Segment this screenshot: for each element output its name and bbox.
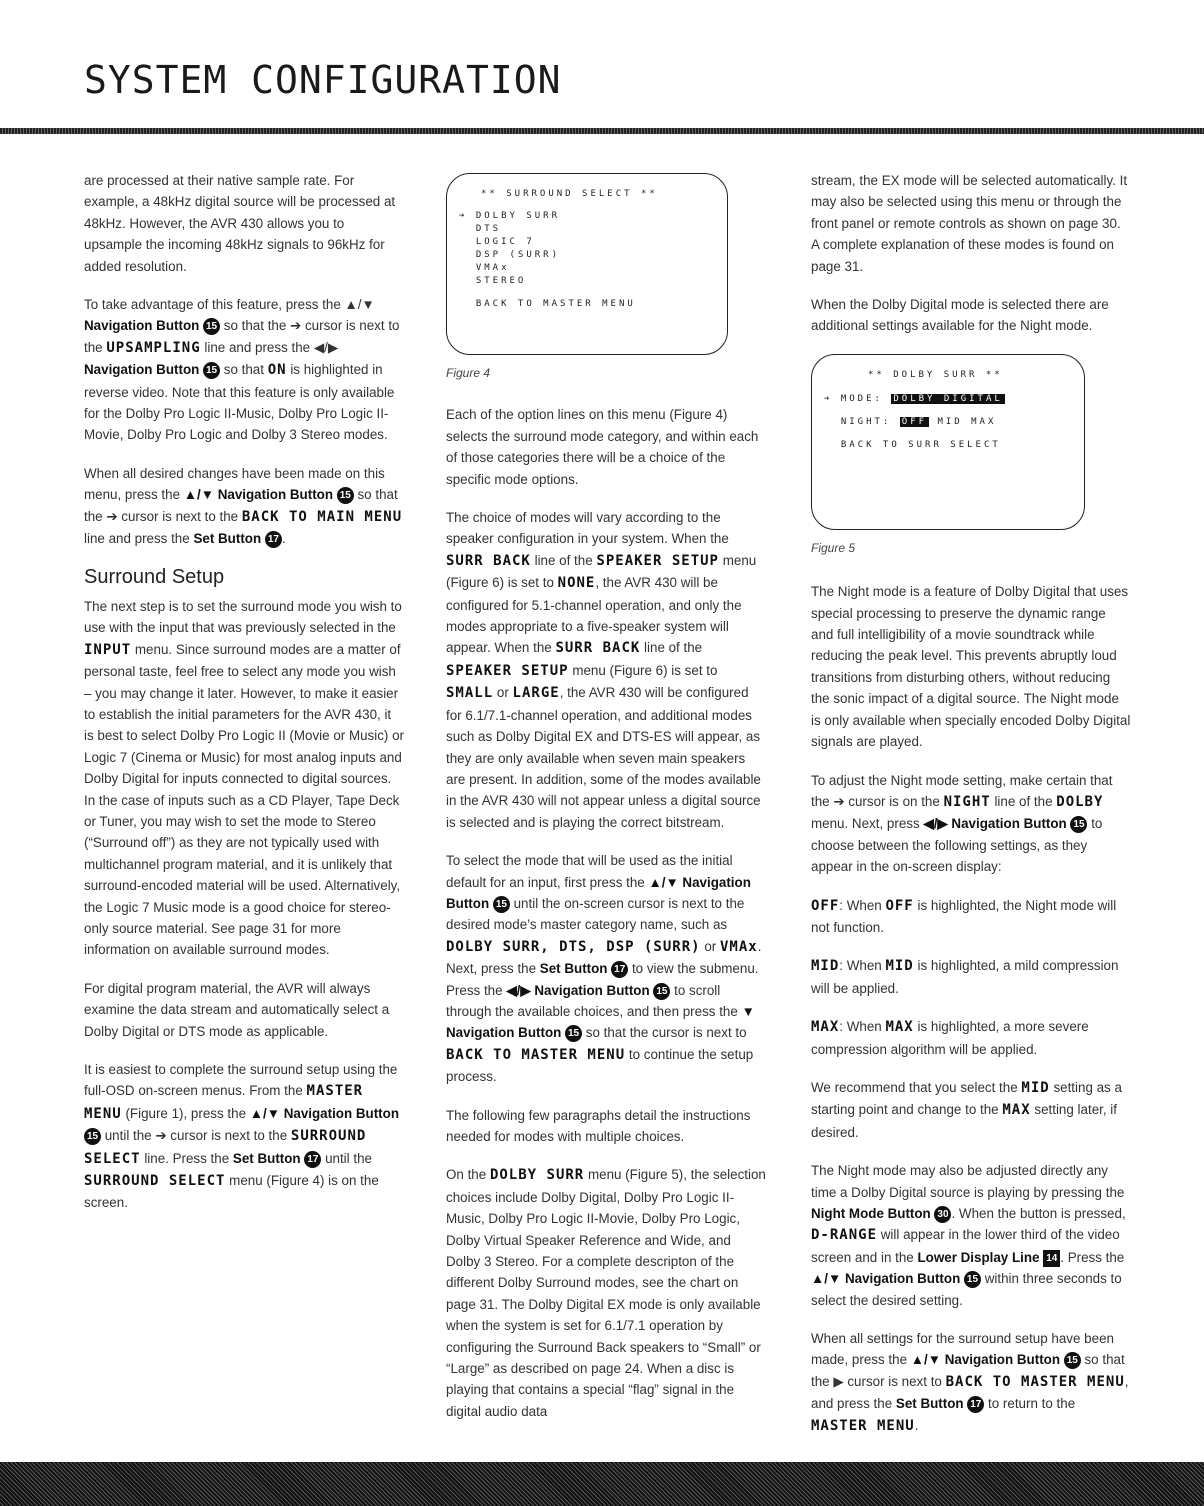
paragraph xyxy=(84,463,404,550)
callout-17: 17 xyxy=(611,961,628,978)
osd-keyword: D-RANGE xyxy=(811,1227,878,1244)
nav-button-ref: ▲/▼ Navigation Button xyxy=(811,1271,961,1287)
page-title: SYSTEM CONFIGURATION xyxy=(84,58,562,102)
paragraph xyxy=(446,507,766,833)
osd-label: MID MAX xyxy=(937,416,997,427)
text: . xyxy=(281,531,286,547)
text: to return to the xyxy=(988,1396,1076,1412)
osd-keyword: DOLBY xyxy=(1056,793,1104,810)
text: : When xyxy=(839,1019,882,1035)
text: line and press the ◀/▶ xyxy=(204,339,339,355)
paragraph: The Night mode is a feature of Dolby Digital that uses special processing to preserve the dynamic range and full intelligibility of a movie soundtrack while reducing the peak level. This prevents abruptly loud transitions from disturbing others, without reducing the sonic impact of a digital source. The Night mode is only available when specially encoded Dolby Digital signals are played. xyxy=(811,584,1131,750)
osd-label: NIGHT: xyxy=(824,416,892,427)
text: The next step is to set the surround mode you wish to use with the input that was previously selected in the xyxy=(84,598,402,636)
osd-keyword: MAX xyxy=(811,1019,840,1036)
callout-30: 30 xyxy=(934,1206,951,1223)
osd-keyword: MID xyxy=(811,958,840,975)
text: setting as a starting point and change to the xyxy=(811,1079,1122,1118)
text: is highlighted, a more severe compression algorithm will be applied. xyxy=(811,1019,1089,1057)
text: When all desired changes have been made on this menu, press the xyxy=(84,465,385,503)
text: to scroll through the available choices, and then press the xyxy=(446,982,738,1019)
text: so that the ➔ cursor is next to the xyxy=(84,318,400,355)
osd-keyword: INPUT xyxy=(84,641,132,658)
osd-keyword: VMAx xyxy=(719,938,758,955)
osd-line xyxy=(824,416,996,428)
set-button-ref: Set Button xyxy=(895,1396,964,1412)
text: line and press the xyxy=(84,531,190,547)
figure-5-osd-screen xyxy=(811,354,1085,530)
text: menu. Next, press xyxy=(811,816,920,832)
osd-line: ➔ DOLBY SURR xyxy=(459,211,561,221)
column-1 xyxy=(84,170,404,1231)
osd-keyword: BACK TO MAIN MENU xyxy=(241,508,403,525)
text: line of the xyxy=(534,552,593,568)
paragraph xyxy=(811,1328,1131,1437)
text: : When xyxy=(839,897,882,913)
figure-caption: Figure 5 xyxy=(811,540,856,555)
paragraph xyxy=(84,596,404,961)
paragraph xyxy=(811,770,1131,878)
text: so that the cursor is next to xyxy=(585,1025,747,1041)
osd-label: ➔ MODE: xyxy=(824,393,883,404)
callout-17: 17 xyxy=(967,1396,984,1413)
nav-button-ref: ▲/▼ Navigation Button xyxy=(183,487,334,503)
osd-keyword: OFF xyxy=(811,897,840,914)
osd-line: DTS xyxy=(459,224,502,234)
text: so that the ➔ cursor is next to the xyxy=(84,487,398,524)
osd-line: BACK TO SURR SELECT xyxy=(824,439,1001,450)
text: When all settings for the surround setup have been made, press the xyxy=(811,1331,1114,1368)
paragraph: The following few paragraphs detail the instructions needed for modes with multiple choices. xyxy=(446,1107,751,1144)
text: . xyxy=(914,1417,919,1433)
callout-15: 15 xyxy=(84,1128,101,1145)
text: The choice of modes will vary according to the speaker configuration in your system. When the xyxy=(446,510,729,547)
text: to continue the setup process. xyxy=(446,1046,754,1085)
text: setting later, if desired. xyxy=(811,1102,1117,1140)
osd-keyword: SURR BACK xyxy=(555,640,641,657)
paragraph xyxy=(446,1164,766,1422)
osd-keyword: NIGHT xyxy=(943,793,991,810)
nav-button-ref: ▼ Navigation Button xyxy=(446,1003,755,1041)
figure-caption: Figure 4 xyxy=(446,366,491,380)
nav-button-ref: ▲/▼ Navigation Button xyxy=(446,874,751,911)
nav-button-ref: Navigation Button xyxy=(84,318,200,334)
text: menu (Figure 4) is on the screen. xyxy=(84,1173,379,1211)
night-mode-button-ref: Night Mode Button xyxy=(811,1206,931,1221)
nav-button-ref: ◀/▶ Navigation Button xyxy=(506,982,650,998)
text: (Figure 1), press the xyxy=(125,1105,247,1121)
callout-15: 15 xyxy=(1070,816,1087,833)
text: To select the mode that will be used as the initial default for an input, first press the xyxy=(446,853,733,890)
osd-keyword: SMALL xyxy=(446,685,494,702)
text: line of the xyxy=(644,640,703,656)
text: so that xyxy=(223,362,264,378)
text: It is easiest to complete the surround setup using the full-OSD on-screen menus. From the xyxy=(84,1062,398,1099)
osd-keyword: UPSAMPLING xyxy=(106,339,201,356)
text: within three seconds to select the desired setting. xyxy=(811,1271,1122,1308)
text: , and press the xyxy=(811,1373,1129,1412)
text: menu. Since surround modes are a matter of personal taste, feel free to select any mode you wish – you may change it later. However, to make it easier to establish the initial parameters for the AVR 430, it is best to select Dolby Pro Logic II (Movie or Music) or Logic 7 (Cinema or Music) for most analog inputs and Dolby Digital for inputs connected to digital sources. In the case of inputs such as a CD Player, Tape Deck or Tuner, you may wish to set the mode to Stereo (“Surround off”) as they are not typically used with multichannel program material, and it is unlikely that surround-encoded material will be used. Alternatively, the Logic 7 Music mode is a good choice for stereo-only source material. See page 31 for more information on available surround modes. xyxy=(84,641,404,958)
paragraph: Each of the option lines on this menu (Figure 4) selects the surround mode category, and within each of those categories there will be a choice of the specific mode options. xyxy=(446,407,759,487)
section-heading: Surround Setup xyxy=(84,565,225,588)
osd-line: LOGIC 7 xyxy=(459,237,535,247)
paragraph xyxy=(811,1077,1131,1143)
callout-15: 15 xyxy=(1064,1352,1081,1369)
osd-keyword: MASTER MENU xyxy=(84,1083,364,1122)
osd-keyword: DOLBY SURR xyxy=(489,1167,585,1184)
text: : When xyxy=(839,958,882,974)
text: To adjust the Night mode setting, make certain that the ➔ cursor is on the xyxy=(811,772,1113,809)
osd-line xyxy=(824,393,1005,405)
osd-keyword: SURROUND SELECT xyxy=(84,1128,367,1167)
text: or xyxy=(704,938,717,954)
callout-15: 15 xyxy=(203,318,220,335)
osd-keyword: MAX xyxy=(1002,1102,1031,1119)
text: is highlighted, the Night mode will not function. xyxy=(811,897,1117,935)
osd-keyword: DOLBY SURR, DTS, DSP (SURR) xyxy=(446,938,701,955)
text: . When the button is pressed, xyxy=(951,1206,1126,1221)
osd-highlight: DOLBY DIGITAL xyxy=(893,393,1003,404)
paragraph xyxy=(84,1059,404,1214)
callout-15: 15 xyxy=(203,362,220,379)
text: is highlighted, a mild compression will be applied. xyxy=(811,958,1119,996)
text: to view the submenu. Press the xyxy=(446,961,759,998)
paragraph xyxy=(446,850,766,1087)
text: On the xyxy=(446,1167,487,1183)
callout-15: 15 xyxy=(964,1271,981,1288)
column-3 xyxy=(811,170,1131,1454)
text: We recommend that you select the xyxy=(811,1079,1018,1095)
text: so that the ▶ cursor is next to xyxy=(811,1352,1125,1389)
osd-keyword: MID xyxy=(1021,1079,1050,1096)
text: To take advantage of this feature, press the ▲/▼ xyxy=(84,297,375,313)
paragraph xyxy=(811,1016,1131,1060)
osd-line: STEREO xyxy=(459,276,527,286)
figure-4-osd-screen xyxy=(446,173,728,355)
osd-keyword: BACK TO MASTER MENU xyxy=(945,1373,1125,1390)
callout-17: 17 xyxy=(304,1151,321,1168)
paragraph: When the Dolby Digital mode is selected there are additional settings available for the Night mode. xyxy=(811,297,1109,334)
nav-button-ref: ▲/▼ Navigation Button xyxy=(249,1105,399,1121)
text: The Night mode may also be adjusted directly any time a Dolby Digital source is playing by pressing the xyxy=(811,1163,1125,1200)
text: . Press the xyxy=(1060,1249,1125,1265)
text: , the AVR 430 will be configured for 5.1-channel operation, and only the modes appropriate to a five-speaker system will appear. When the xyxy=(446,575,742,656)
nav-button-ref: ▲/▼ Navigation Button xyxy=(910,1352,1061,1368)
osd-line: VMAx xyxy=(459,263,510,273)
osd-keyword: SURROUND SELECT xyxy=(84,1173,226,1190)
osd-keyword: OFF xyxy=(885,897,914,914)
text: is highlighted in reverse video. Note that this feature is only available for the Dolby Pro Logic II-Music, Dolby Pro Logic II-Movie, Dolby Pro Logic and Dolby 3 Stereo modes. xyxy=(84,362,395,443)
osd-keyword: MID xyxy=(885,958,914,975)
osd-keyword: SPEAKER SETUP xyxy=(446,662,569,679)
callout-15: 15 xyxy=(337,487,354,504)
text: menu (Figure 6) is set to xyxy=(572,662,718,678)
callout-17: 17 xyxy=(265,531,282,548)
text: menu (Figure 6) is set to xyxy=(446,552,757,591)
text: to choose between the following settings, as they appear in the on-screen display: xyxy=(811,816,1103,875)
osd-keyword: NONE xyxy=(557,575,596,592)
osd-keyword: MASTER MENU xyxy=(811,1417,915,1434)
callout-15: 15 xyxy=(493,896,510,913)
lower-display-line-ref: Lower Display Line xyxy=(917,1249,1040,1265)
nav-button-ref: Navigation Button xyxy=(84,362,200,378)
callout-14: 14 xyxy=(1043,1250,1060,1267)
text: menu (Figure 5), the selection choices include Dolby Digital, Dolby Pro Logic II-Music, Dolby Pro Logic II-Movie, Dolby Pro Logic, Dolby Virtual Speaker Reference and Wide, and Dolby 3 Stereo. For a complete descripton of the different Dolby Surround modes, see the chart on page 31. The Dolby Digital EX mode is only available when the system is set for 6.1/7.1 operation by configuring the Surround Back speakers to “Small” or “Large” as described on page 24. When a disc is playing that contains a special “flag” signal in the digital audio data xyxy=(446,1167,766,1419)
osd-keyword: LARGE xyxy=(512,685,560,702)
text: until the on-screen cursor is next to the desired mode’s master category name, such as xyxy=(446,895,745,933)
osd-line: ** SURROUND SELECT ** xyxy=(481,189,658,199)
callout-15: 15 xyxy=(653,983,670,1000)
paragraph: For digital program material, the AVR will always examine the data stream and automatically select a Dolby Digital or DTS mode as applicable. xyxy=(84,980,390,1039)
nav-button-ref: ◀/▶ Navigation Button xyxy=(923,816,1067,832)
paragraph xyxy=(811,1160,1131,1311)
text: or xyxy=(496,685,509,701)
paragraph: are processed at their native sample rate. For example, a 48kHz digital source will be processed at 48kHz. However, the AVR 430 allows you to upsample the incoming 48kHz signals to 96kHz for added resolution. xyxy=(84,173,396,274)
set-button-ref: Set Button xyxy=(232,1150,301,1166)
osd-line: ** DOLBY SURR ** xyxy=(868,369,1003,380)
title-rule xyxy=(0,128,1204,134)
set-button-ref: Set Button xyxy=(193,531,262,547)
osd-highlight: OFF xyxy=(901,416,928,427)
text: will appear in the lower third of the video screen and in the xyxy=(811,1227,1120,1265)
osd-keyword: BACK TO MASTER MENU xyxy=(446,1046,626,1063)
set-button-ref: Set Button xyxy=(539,961,608,977)
column-2 xyxy=(446,170,766,1439)
osd-keyword: SPEAKER SETUP xyxy=(596,552,719,569)
paragraph: stream, the EX mode will be selected automatically. It may also be selected using this menu or through the front panel or remote controls as shown on page 30. A complete explanation of these modes is found on page 31. xyxy=(811,173,1128,274)
text: , the AVR 430 will be configured for 6.1/7.1-channel operation, and additional modes such as Dolby Digital EX and DTS-ES will appear, as they are only available when seven main speakers are present. In addition, some of the modes available in the AVR 430 will not appear unless a digital source is selected and is playing the correct bitstream. xyxy=(446,685,761,830)
paragraph xyxy=(811,955,1131,999)
callout-15: 15 xyxy=(565,1025,582,1042)
osd-keyword: SURR BACK xyxy=(446,552,531,569)
paragraph xyxy=(84,294,404,446)
text: line of the xyxy=(994,793,1053,809)
osd-keyword: ON xyxy=(267,362,287,379)
text: . Next, press the xyxy=(446,938,762,977)
osd-line: BACK TO MASTER MENU xyxy=(459,299,636,309)
text: until the xyxy=(325,1150,372,1166)
text: until the ➔ cursor is next to the xyxy=(104,1128,288,1144)
osd-line: DSP (SURR) xyxy=(459,250,561,260)
footer-bar xyxy=(0,1462,1204,1506)
text: line. Press the xyxy=(144,1150,230,1166)
paragraph xyxy=(811,895,1131,939)
osd-keyword: MAX xyxy=(885,1019,914,1036)
